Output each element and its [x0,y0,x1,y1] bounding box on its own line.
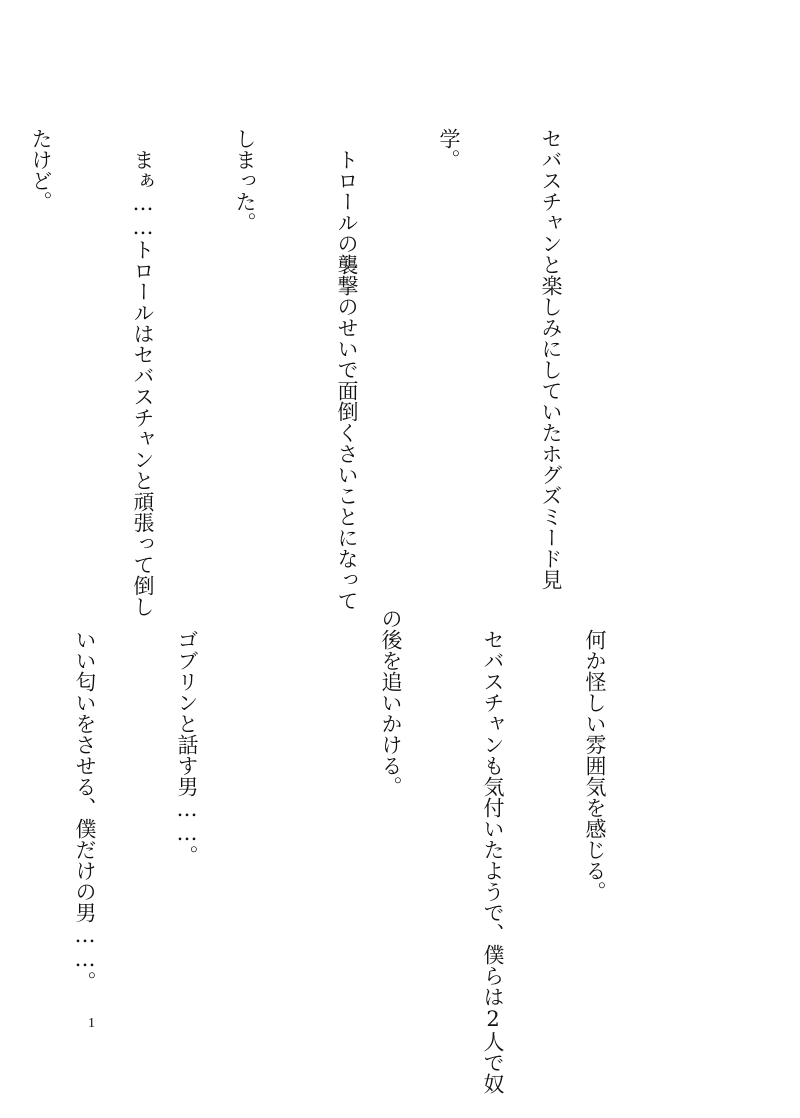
text-line: まぁ……トロールはセバスチャンと頑張って倒し [131,128,155,617]
text-line: セバスチャンと楽しみにしていたホグズミード見 [539,128,563,590]
text-line: いい匂いをさせる、僕だけの男……。 [73,608,97,992]
text-line: セバスチャンも気付いたようで、僕らは2人で奴 [481,608,505,1094]
text-line: たけど。 [29,128,53,212]
text-line: 何か怪しい雰囲気を感じる。 [583,608,607,902]
text-line: トロールの襲撃のせいで面倒くさいことになって [335,128,359,611]
upper-text-block [0,128,636,617]
text-line: ゴブリンと話す男……。 [175,608,199,866]
text-line: しまった。 [233,128,257,233]
text-line: 学。 [437,128,461,170]
text-line: の後を追いかける。 [379,608,403,797]
page-number: 1 [88,1016,95,1031]
blank-line [272,608,306,1028]
lower-text-block [0,608,680,1094]
